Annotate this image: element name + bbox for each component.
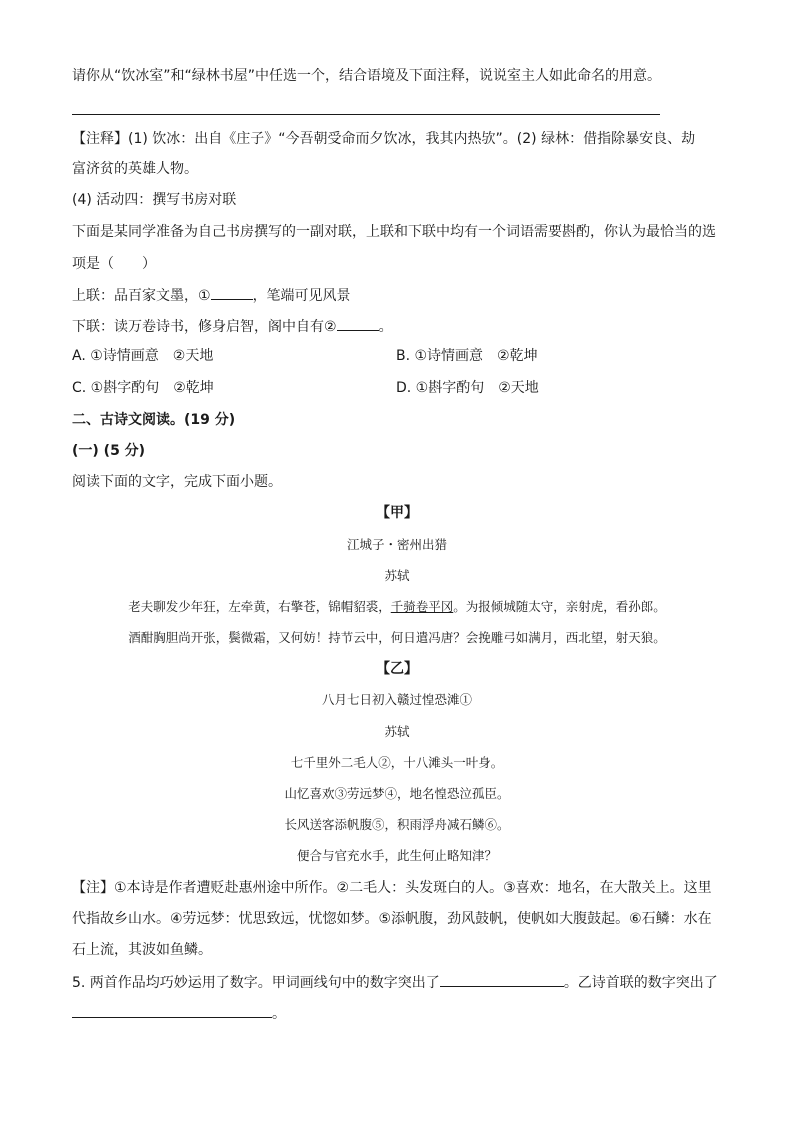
question-line2: 项是（ ） xyxy=(72,256,156,272)
note1-line1: 【注释】(1) 饮冰：出自《庄子》“今吾朝受命而夕饮冰，我其内热欤”。(2) 绿林：借指除暴安良、劫 xyxy=(72,131,696,147)
poem-jia-line2: 酒酣胸胆尚开张，鬓微霜，又何妨！持节云中，何日遣冯唐？会挽雕弓如满月，西北望，射天狼。 xyxy=(128,630,666,645)
poem-jia-line1-a: 老夫聊发少年狂，左牵黄，右擎苍，锦帽貂裘， xyxy=(128,599,391,614)
poem-yi-author: 苏轼 xyxy=(384,724,410,739)
poem-jia-label: 【甲】 xyxy=(376,505,418,521)
blank-1[interactable] xyxy=(211,285,253,300)
poem-jia-author: 苏轼 xyxy=(384,568,410,583)
answer-line[interactable] xyxy=(72,114,660,115)
couplet-lower xyxy=(72,316,393,337)
q5-end: 。 xyxy=(272,1006,286,1022)
note2-line2: 代指故乡山水。④劳远梦：忧思致远，忧惚如梦。⑤添帆腹，劲风鼓帆，使帆如大腹鼓起。⑥石鳞：水在 xyxy=(72,911,712,927)
q5-blank-1[interactable] xyxy=(440,972,564,987)
question-line1: 下面是某同学准备为自己书房撰写的一副对联，上联和下联中均有一个词语需要斟酌，你认为最恰当的选 xyxy=(72,224,716,240)
couplet-upper-a: 上联：品百家文墨，① xyxy=(72,288,211,304)
couplet-lower-a: 下联：读万卷诗书，修身启智，阁中自有② xyxy=(72,319,337,335)
question5-line2 xyxy=(72,1003,286,1024)
poem-jia-line1-b: 。为报倾城随太守，亲射虎，看孙郎。 xyxy=(453,599,666,614)
intro-line: 请你从“饮冰室”和“绿林书屋”中任选一个，结合语境及下面注释，说说室主人如此命名的用意。 xyxy=(72,68,662,84)
poem-yi-line: 山忆喜欢③劳远梦④，地名惶恐泣孤臣。 xyxy=(284,786,510,801)
option-b[interactable]: B. ①诗情画意 ②乾坤 xyxy=(396,348,538,364)
note2-line1: 【注】①本诗是作者遭贬赴惠州途中所作。②二毛人：头发斑白的人。③喜欢：地名，在大散关上。这里 xyxy=(72,880,712,896)
section2-heading: 二、古诗文阅读。(19 分) xyxy=(72,412,236,428)
sub1-heading: (一) (5 分) xyxy=(72,443,146,459)
poem-yi-title: 八月七日初入赣过惶恐滩① xyxy=(321,692,472,707)
poem-jia-line1 xyxy=(0,597,794,617)
couplet-upper xyxy=(72,285,351,306)
q5-part2: 。乙诗首联的数字突出了 xyxy=(563,975,718,991)
poem-yi-line: 长风送客添帆腹⑤，积雨浮舟减石鳞⑥。 xyxy=(284,817,510,832)
option-c[interactable]: C. ①斟字酌句 ②乾坤 xyxy=(72,380,214,396)
underlined-phrase: 千骑卷平冈 xyxy=(390,599,454,614)
q5-part1: 5. 两首作品均巧妙运用了数字。甲词画线句中的数字突出了 xyxy=(72,975,440,991)
poem-yi-line: 便合与官充水手，此生何止略知津？ xyxy=(296,848,497,863)
option-d[interactable]: D. ①斟字酌句 ②天地 xyxy=(396,380,539,396)
note1-line2: 富济贫的英雄人物。 xyxy=(72,161,198,177)
question5-line1 xyxy=(72,972,718,993)
instruction: 阅读下面的文字，完成下面小题。 xyxy=(72,474,282,490)
activity4: (4) 活动四：撰写书房对联 xyxy=(72,192,237,208)
couplet-upper-b: ，笔端可见风景 xyxy=(252,288,351,304)
note2-line3: 石上流，其波如鱼鳞。 xyxy=(72,942,212,958)
couplet-lower-b: 。 xyxy=(378,319,393,335)
q5-blank-2[interactable] xyxy=(72,1003,272,1018)
poem-yi-line: 七千里外二毛人②，十八滩头一叶身。 xyxy=(290,755,504,770)
blank-2[interactable] xyxy=(337,316,379,331)
poem-yi-label: 【乙】 xyxy=(376,661,418,677)
option-a[interactable]: A. ①诗情画意 ②天地 xyxy=(72,348,214,364)
poem-jia-title: 江城子・密州出猎 xyxy=(346,537,447,552)
